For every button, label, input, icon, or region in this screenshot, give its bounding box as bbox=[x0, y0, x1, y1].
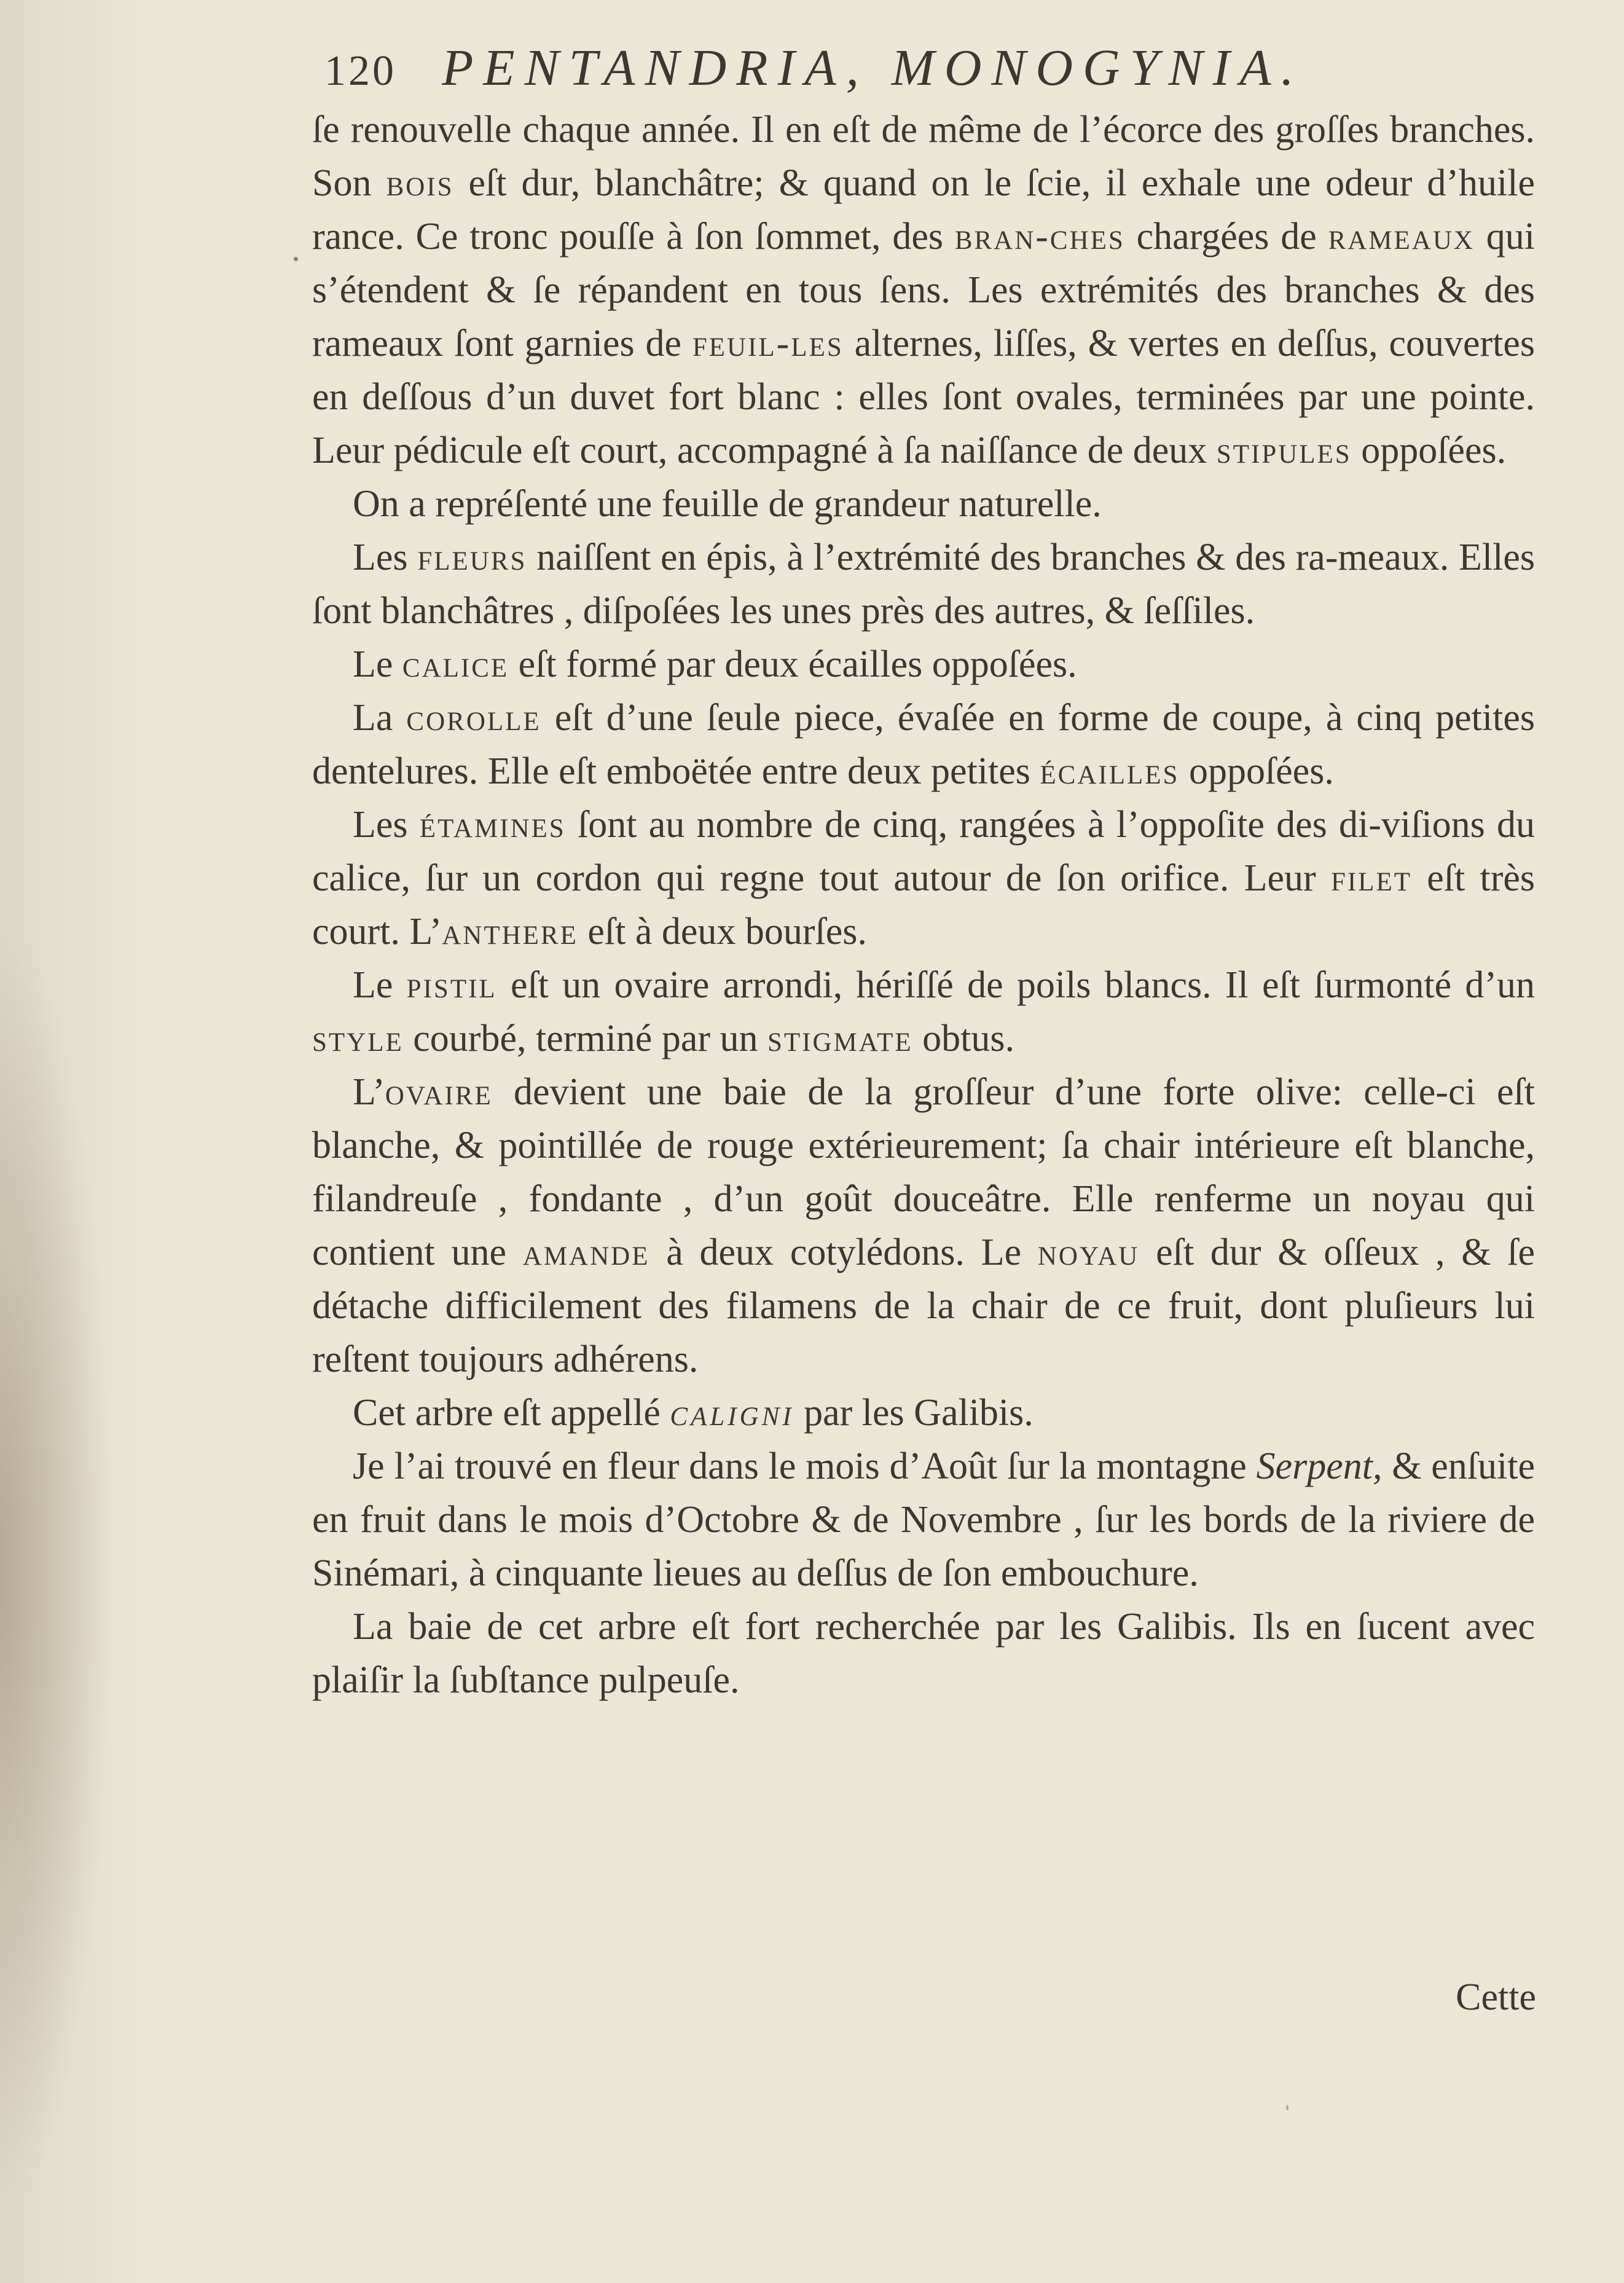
paragraph-6 bbox=[312, 798, 1535, 959]
paragraph-1 bbox=[312, 103, 1535, 477]
text-run: obtus. bbox=[912, 1018, 1014, 1059]
page-title: PENTANDRIA, MONOGYNIA. bbox=[442, 39, 1304, 96]
text-run: eſt dur, blanchâtre; & quand on le ſcie, il exhale une odeur d’huile rance. Ce tronc pouſſe à ſon ſommet, des bbox=[312, 162, 1536, 257]
text-run: Le bbox=[353, 964, 407, 1006]
term-amande: amande bbox=[522, 1232, 650, 1273]
term-corolle: corolle bbox=[406, 697, 541, 739]
text-run: devient une baie de la groſſeur d’une forte olive: celle-ci eſt blanche, & pointillée de rouge extérieurement; ſa chair intérieure eſt blanche, filandreuſe , fondante , d’un goût douceâtre. Elle renferme un noyau qui contient une bbox=[312, 1071, 1535, 1273]
term-filet: filet bbox=[1330, 857, 1412, 899]
term-branches: bran-ches bbox=[954, 216, 1125, 257]
term-style: style bbox=[312, 1018, 404, 1059]
text-run: chargées de bbox=[1124, 216, 1328, 257]
term-feuilles: feuil-les bbox=[692, 323, 844, 364]
place-name-serpent: Serpent, bbox=[1256, 1445, 1383, 1487]
paragraph-4 bbox=[312, 638, 1535, 691]
running-head bbox=[324, 38, 1430, 106]
text-run: naiſſent en épis, à l’extrémité des branches & des ra-meaux. Elles ſont blanchâtres , diſpoſées les unes près des autres, & ſeſſiles. bbox=[312, 536, 1535, 632]
text-run: L’ bbox=[353, 1071, 385, 1113]
paragraph-3 bbox=[312, 531, 1535, 638]
text-run: Les bbox=[353, 536, 418, 578]
text-run: courbé, terminé par un bbox=[403, 1018, 767, 1059]
paper-speck bbox=[294, 257, 298, 261]
body-text bbox=[312, 103, 1535, 1707]
paragraph-8 bbox=[312, 1066, 1535, 1386]
text-run: eſt formé par deux écailles oppoſées. bbox=[509, 643, 1077, 685]
text-run: eſt d’une ſeule piece, évaſée en forme de coupe, à cinq petites dentelures. Elle eſt emboëtée entre deux petites bbox=[312, 697, 1535, 792]
text-run: par les Galibis. bbox=[794, 1392, 1034, 1434]
paragraph-11: La baie de cet arbre eſt fort recherchée par les Galibis. Ils en ſucent avec plaiſir la ſubſtance pulpeuſe. bbox=[312, 1606, 1535, 1701]
term-ecailles: écailles bbox=[1040, 750, 1180, 792]
term-fleurs: fleurs bbox=[417, 536, 527, 578]
text-run: Cet arbre eſt appellé bbox=[353, 1392, 670, 1434]
text-run: & enſuite en fruit dans le mois d’Octobre & de Novembre , ſur les bords de la riviere de Sinémari, à cinquante lieues au deſſus de ſon embouchure. bbox=[312, 1445, 1535, 1594]
paragraph-5 bbox=[312, 691, 1535, 798]
text-run: eſt dur & oſſeux , & ſe détache difficilement des filamens de la chair de ce fruit, dont pluſieurs lui reſtent toujours adhérens. bbox=[312, 1232, 1535, 1380]
term-stipules: stipules bbox=[1216, 430, 1352, 471]
term-anthere: anthere bbox=[442, 911, 578, 953]
text-run: oppoſées. bbox=[1351, 430, 1507, 471]
term-etamines: étamines bbox=[419, 804, 566, 846]
text-run: Les bbox=[353, 804, 420, 846]
text-run: ſe renouvelle chaque année. Il en eſt de même de l’écorce des groſſes branches. Son bbox=[312, 109, 1535, 204]
text-run: ſont au nombre de cinq, rangées à l’oppoſite des di-viſions du calice, ſur un cordon qui regne tout autour de ſon orifice. Leur bbox=[312, 804, 1535, 899]
text-run: Le bbox=[353, 643, 402, 685]
text-run: eſt un ovaire arrondi, hériſſé de poils blancs. Il eſt ſurmonté d’un bbox=[496, 964, 1535, 1006]
term-bois: bois bbox=[386, 162, 454, 204]
term-pistil: pistil bbox=[406, 964, 497, 1006]
text-run: eſt très court. L’ bbox=[312, 857, 1535, 953]
native-name-caligni: caligni bbox=[670, 1392, 794, 1434]
term-ovaire: ovaire bbox=[385, 1071, 493, 1113]
paragraph-9 bbox=[312, 1386, 1535, 1440]
text-run: La bbox=[353, 697, 407, 739]
text-run: qui s’étendent & ſe répandent en tous ſens. Les extrémités des branches & des rameaux ſont garnies de bbox=[312, 216, 1536, 364]
page-number: 120 bbox=[324, 47, 396, 95]
paragraph-7 bbox=[312, 959, 1535, 1066]
paragraph-10 bbox=[312, 1440, 1535, 1600]
paper-speck bbox=[660, 713, 662, 716]
term-noyau: noyau bbox=[1037, 1232, 1140, 1273]
text-run: alternes, liſſes, & vertes en deſſus, couvertes en deſſous d’un duvet fort blanc : elles ſont ovales, terminées par une pointe. Leur pédicule eſt court, accompagné à ſa naiſſance de deux bbox=[312, 323, 1535, 471]
text-run: eſt à deux bourſes. bbox=[578, 911, 867, 953]
paper-speck bbox=[1286, 2105, 1289, 2110]
text-run: Je l’ai trouvé en fleur dans le mois d’Août ſur la montagne bbox=[353, 1445, 1257, 1487]
term-stigmate: stigmate bbox=[767, 1018, 913, 1059]
paragraph-2: On a repréſenté une feuille de grandeur naturelle. bbox=[353, 483, 1102, 525]
text-run: oppoſées. bbox=[1179, 750, 1334, 792]
catchword: Cette bbox=[1456, 1976, 1536, 2018]
term-rameaux: rameaux bbox=[1328, 216, 1475, 257]
text-run: à deux cotylédons. Le bbox=[649, 1232, 1038, 1273]
term-calice: calice bbox=[402, 643, 509, 685]
